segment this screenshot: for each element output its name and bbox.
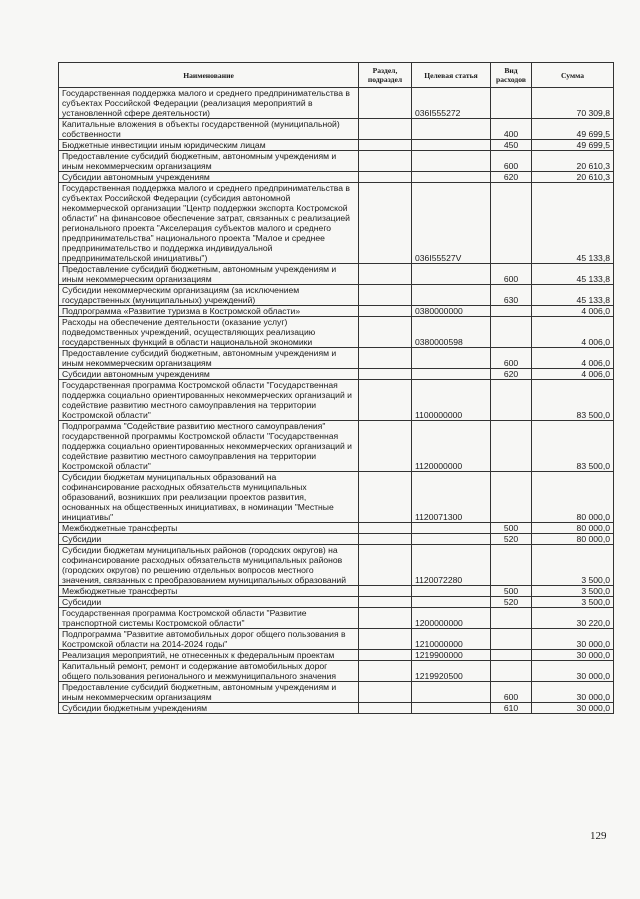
cell-name: Предоставление субсидий бюджетным, автономным учреждениям и иным некоммерческим организациям — [59, 348, 359, 369]
table-row — [59, 545, 614, 586]
cell-sum: 30 000,0 — [532, 703, 614, 714]
header-sum: Сумма — [532, 63, 614, 88]
cell-type: 520 — [491, 597, 532, 608]
table-row — [59, 703, 614, 714]
cell-name: Субсидии некоммерческим организациям (за исключением государственных (муниципальных) учреждений) — [59, 285, 359, 306]
cell-name: Субсидии — [59, 534, 359, 545]
cell-name: Государственная поддержка малого и среднего предпринимательства в субъектах Российской Федерации (реализация мероприятий в установленной сфере деятельности) — [59, 88, 359, 119]
table-row — [59, 151, 614, 172]
table-row — [59, 650, 614, 661]
cell-target — [412, 140, 491, 151]
cell-name: Подпрограмма "Развитие автомобильных дорог общего пользования в Костромской области на 2014-2024 годы" — [59, 629, 359, 650]
cell-target: 0380000598 — [412, 317, 491, 348]
cell-sum: 20 610,3 — [532, 151, 614, 172]
cell-type: 600 — [491, 264, 532, 285]
cell-section — [359, 534, 412, 545]
table-row — [59, 140, 614, 151]
cell-target — [412, 703, 491, 714]
cell-type: 520 — [491, 534, 532, 545]
table-row — [59, 380, 614, 421]
cell-target — [412, 151, 491, 172]
cell-target: 1219920500 — [412, 661, 491, 682]
cell-name: Подпрограмма «Развитие туризма в Костромской области» — [59, 306, 359, 317]
cell-sum: 83 500,0 — [532, 421, 614, 472]
cell-section — [359, 523, 412, 534]
cell-section — [359, 472, 412, 523]
table-row — [59, 682, 614, 703]
table-row — [59, 306, 614, 317]
cell-target — [412, 597, 491, 608]
table-row — [59, 348, 614, 369]
cell-sum: 30 000,0 — [532, 629, 614, 650]
cell-type: 500 — [491, 523, 532, 534]
cell-sum: 45 133,8 — [532, 183, 614, 264]
cell-sum: 45 133,8 — [532, 285, 614, 306]
cell-target: 1100000000 — [412, 380, 491, 421]
cell-section — [359, 306, 412, 317]
cell-name: Межбюджетные трансферты — [59, 523, 359, 534]
cell-target — [412, 523, 491, 534]
cell-type: 500 — [491, 586, 532, 597]
cell-target — [412, 586, 491, 597]
cell-name: Межбюджетные трансферты — [59, 586, 359, 597]
cell-name: Реализация мероприятий, не отнесенных к федеральным проектам — [59, 650, 359, 661]
cell-target — [412, 264, 491, 285]
table-row — [59, 88, 614, 119]
cell-name: Расходы на обеспечение деятельности (оказание услуг) подведомственных учреждений, осуществляющих реализацию государственных функций в области национальной экономики — [59, 317, 359, 348]
cell-name: Субсидии автономным учреждениям — [59, 369, 359, 380]
cell-sum: 3 500,0 — [532, 597, 614, 608]
cell-name: Государственная программа Костромской области "Развитие транспортной системы Костромской области" — [59, 608, 359, 629]
header-section: Раздел, подраздел — [359, 63, 412, 88]
cell-sum: 45 133,8 — [532, 264, 614, 285]
cell-name: Субсидии — [59, 597, 359, 608]
cell-name: Капитальный ремонт, ремонт и содержание автомобильных дорог общего пользования регионального и межмуниципального значения — [59, 661, 359, 682]
cell-name: Бюджетные инвестиции иным юридическим лицам — [59, 140, 359, 151]
table-row — [59, 586, 614, 597]
cell-type — [491, 88, 532, 119]
cell-section — [359, 703, 412, 714]
cell-name: Государственная программа Костромской области "Государственная поддержка социально ориентированных некоммерческих организаций и содействие развитию местного самоуправления на территории Костромской области" — [59, 380, 359, 421]
cell-section — [359, 119, 412, 140]
cell-type — [491, 629, 532, 650]
cell-target: 1219900000 — [412, 650, 491, 661]
cell-type: 600 — [491, 151, 532, 172]
cell-sum: 3 500,0 — [532, 586, 614, 597]
cell-target — [412, 285, 491, 306]
cell-sum: 30 000,0 — [532, 661, 614, 682]
cell-target: 1120000000 — [412, 421, 491, 472]
cell-type — [491, 183, 532, 264]
cell-name: Предоставление субсидий бюджетным, автономным учреждениям и иным некоммерческим организациям — [59, 151, 359, 172]
table-header — [59, 63, 614, 88]
cell-target — [412, 682, 491, 703]
cell-type: 630 — [491, 285, 532, 306]
cell-type: 610 — [491, 703, 532, 714]
cell-section — [359, 369, 412, 380]
cell-section — [359, 682, 412, 703]
cell-type — [491, 608, 532, 629]
table-row — [59, 523, 614, 534]
header-name: Наименование — [59, 63, 359, 88]
cell-target: 1200000000 — [412, 608, 491, 629]
cell-type: 600 — [491, 682, 532, 703]
cell-sum: 3 500,0 — [532, 545, 614, 586]
cell-target: 1120072280 — [412, 545, 491, 586]
cell-section — [359, 172, 412, 183]
table-row — [59, 608, 614, 629]
table-row — [59, 472, 614, 523]
cell-sum: 49 699,5 — [532, 119, 614, 140]
table-row — [59, 661, 614, 682]
cell-target: 1120071300 — [412, 472, 491, 523]
cell-target: 036I555272 — [412, 88, 491, 119]
table-row — [59, 534, 614, 545]
cell-type — [491, 317, 532, 348]
cell-sum: 4 006,0 — [532, 317, 614, 348]
cell-name: Субсидии бюджетным учреждениям — [59, 703, 359, 714]
cell-sum: 30 000,0 — [532, 650, 614, 661]
table-row — [59, 264, 614, 285]
cell-section — [359, 586, 412, 597]
cell-target — [412, 534, 491, 545]
page-number: 129 — [590, 830, 607, 842]
cell-sum: 30 000,0 — [532, 682, 614, 703]
header-target: Целевая статья — [412, 63, 491, 88]
cell-name: Предоставление субсидий бюджетным, автономным учреждениям и иным некоммерческим организациям — [59, 264, 359, 285]
cell-sum: 70 309,8 — [532, 88, 614, 119]
cell-section — [359, 421, 412, 472]
cell-sum: 4 006,0 — [532, 306, 614, 317]
cell-section — [359, 88, 412, 119]
table-row — [59, 285, 614, 306]
cell-sum: 80 000,0 — [532, 523, 614, 534]
table-row — [59, 183, 614, 264]
cell-sum: 80 000,0 — [532, 472, 614, 523]
cell-type: 400 — [491, 119, 532, 140]
cell-sum: 49 699,5 — [532, 140, 614, 151]
header-type: Вид расходов — [491, 63, 532, 88]
cell-type — [491, 472, 532, 523]
cell-sum: 80 000,0 — [532, 534, 614, 545]
cell-name: Субсидии бюджетам муниципальных районов (городских округов) на софинансирование расходных обязательств муниципальных районов (городских округов) по решению отдельных вопросов местного значения, связанных с преобразованием муниципальных образований — [59, 545, 359, 586]
cell-type — [491, 661, 532, 682]
cell-section — [359, 317, 412, 348]
cell-section — [359, 380, 412, 421]
cell-target — [412, 348, 491, 369]
cell-type — [491, 421, 532, 472]
cell-section — [359, 608, 412, 629]
cell-section — [359, 650, 412, 661]
cell-name: Капитальные вложения в объекты государственной (муниципальной) собственности — [59, 119, 359, 140]
cell-name: Подпрограмма "Содействие развитию местного самоуправления" государственной программы Костромской области "Государственная поддержка социально ориентированных некоммерческих организаций и содействие развитию местного самоуправления на территории Костромской области" — [59, 421, 359, 472]
cell-target: 036I55527V — [412, 183, 491, 264]
cell-type: 620 — [491, 369, 532, 380]
cell-target: 1210000000 — [412, 629, 491, 650]
cell-section — [359, 661, 412, 682]
cell-type — [491, 650, 532, 661]
table-row — [59, 172, 614, 183]
table-body — [59, 88, 614, 714]
cell-name: Государственная поддержка малого и среднего предпринимательства в субъектах Российской Федерации (субсидия автономной некоммерческой организации "Центр поддержки экспорта Костромской области" на финансовое обеспечение затрат, связанных с реализацией регионального проекта "Акселерация субъектов малого и среднего предпринимательства" национального проекта "Малое и среднее предпринимательство и поддержка индивидуальной предпринимательской инициативы") — [59, 183, 359, 264]
cell-section — [359, 597, 412, 608]
cell-name: Субсидии бюджетам муниципальных образований на софинансирование расходных обязательств муниципальных образований, возникших при реализации проектов развития, основанных на общественных инициативах, в номинации "Местные инициативы" — [59, 472, 359, 523]
cell-target — [412, 172, 491, 183]
table-row — [59, 421, 614, 472]
cell-type — [491, 380, 532, 421]
cell-section — [359, 285, 412, 306]
budget-table — [58, 62, 614, 714]
cell-section — [359, 183, 412, 264]
cell-name: Субсидии автономным учреждениям — [59, 172, 359, 183]
cell-sum: 4 006,0 — [532, 369, 614, 380]
cell-section — [359, 151, 412, 172]
table-row — [59, 119, 614, 140]
cell-section — [359, 264, 412, 285]
cell-type — [491, 306, 532, 317]
cell-section — [359, 140, 412, 151]
header-row — [59, 63, 614, 88]
cell-name: Предоставление субсидий бюджетным, автономным учреждениям и иным некоммерческим организациям — [59, 682, 359, 703]
table-row — [59, 597, 614, 608]
cell-sum: 4 006,0 — [532, 348, 614, 369]
table-row — [59, 317, 614, 348]
cell-target — [412, 119, 491, 140]
cell-target: 0380000000 — [412, 306, 491, 317]
table-row — [59, 629, 614, 650]
cell-target — [412, 369, 491, 380]
cell-type: 450 — [491, 140, 532, 151]
cell-sum: 30 220,0 — [532, 608, 614, 629]
cell-section — [359, 348, 412, 369]
cell-type — [491, 545, 532, 586]
cell-section — [359, 629, 412, 650]
cell-sum: 20 610,3 — [532, 172, 614, 183]
cell-type: 600 — [491, 348, 532, 369]
cell-section — [359, 545, 412, 586]
table-row — [59, 369, 614, 380]
cell-type: 620 — [491, 172, 532, 183]
cell-sum: 83 500,0 — [532, 380, 614, 421]
